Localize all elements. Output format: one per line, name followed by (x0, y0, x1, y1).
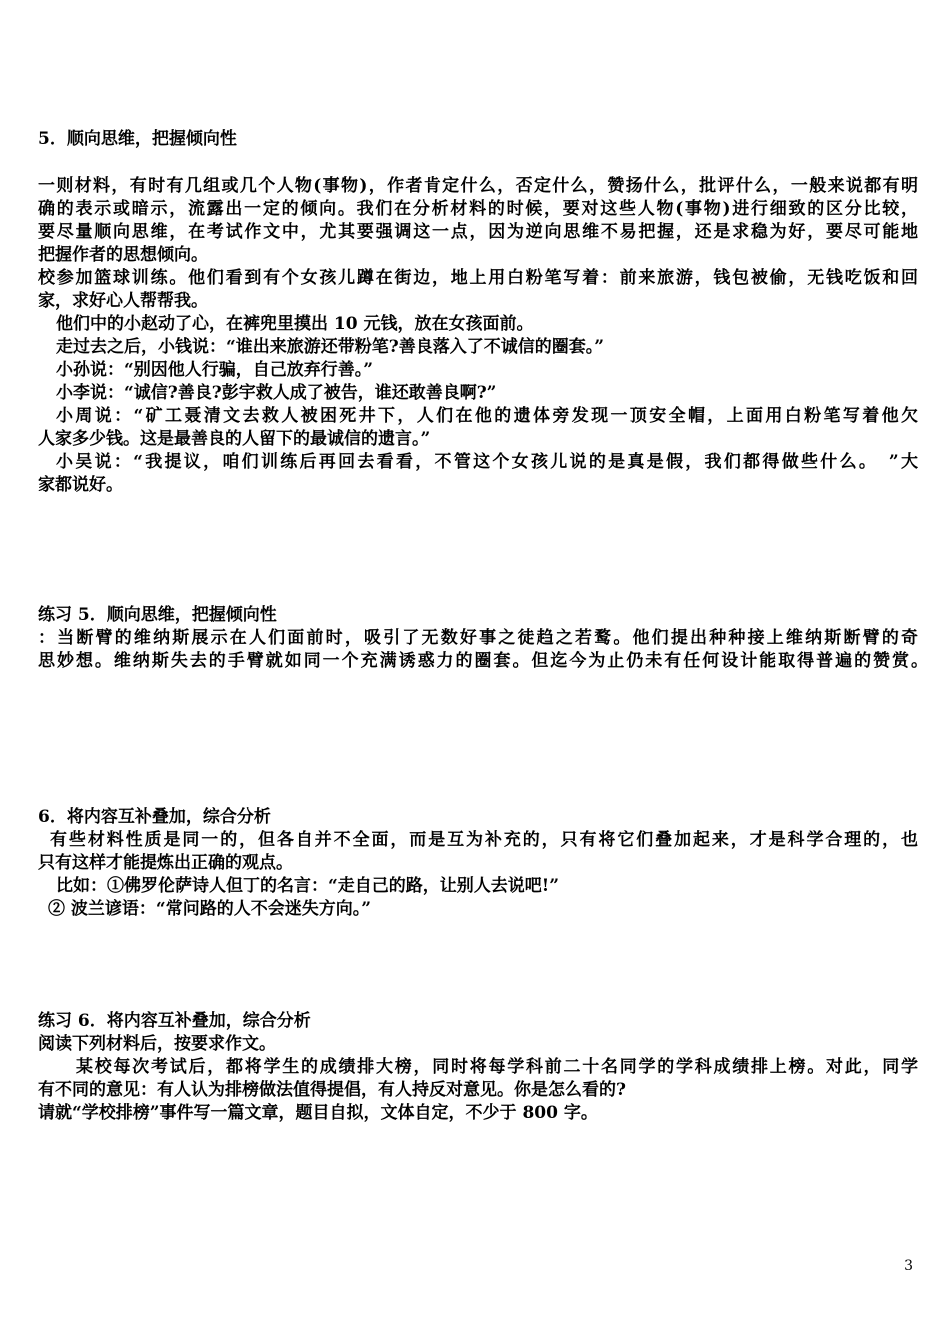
exercise-5-heading: 练习 5．顺向思维，把握倾向性 (38, 605, 277, 625)
story-line: 家，求好心人帮帮我。 (38, 291, 208, 311)
exercise-5-line: 思妙想。维纳斯失去的手臂就如同一个充满诱惑力的圈套。但迄今为止仍未有任何设计能取得普遍的赞赏。 (38, 651, 928, 671)
dialogue-line: 小李说：“诚信?善良?彭宇救人成了被告，谁还敢善良啊?” (56, 383, 497, 403)
dialogue-line: 走过去之后，小钱说：“谁出来旅游还带粉笔?善良落入了不诚信的圈套。” (56, 337, 605, 357)
dialogue-line: 他们中的小赵动了心，在裤兜里摸出 10 元钱，放在女孩面前。 (56, 314, 534, 334)
section-5-paragraph-line: 确的表示或暗示，流露出一定的倾向。我们在分析材料的时候，要对这些人物(事物)进行细致的区分比较， (38, 199, 918, 219)
section-6-heading: 6．将内容互补叠加，综合分析 (38, 807, 271, 827)
exercise-6-material-line: 有不同的意见：有人认为排榜做法值得提倡，有人持反对意见。你是怎么看的? (38, 1080, 626, 1100)
dialogue-line: 小吴说：“我提议，咱们训练后再回去看看，不管这个女孩儿说的是真是假，我们都得做些什么。 ”大 (56, 452, 918, 472)
dialogue-line: 人家多少钱。这是最善良的人留下的最诚信的遗言。” (38, 429, 431, 449)
section-5-paragraph-line: 一则材料，有时有几组或几个人物(事物)，作者肯定什么，否定什么，赞扬什么，批评什么，一般来说都有明 (38, 176, 918, 196)
example-line: ② 波兰谚语：“常问路的人不会迷失方向。” (48, 899, 371, 919)
exercise-5-line: ：当断臂的维纳斯展示在人们面前时，吸引了无数好事之徒趋之若鹜。他们提出种种接上维纳斯断臂的奇 (38, 628, 918, 648)
dialogue-line: 家都说好。 (38, 475, 123, 495)
exercise-6-material-line: 某校每次考试后，都将学生的成绩排大榜，同时将每学科前二十名同学的学科成绩排上榜。对此，同学 (76, 1057, 918, 1077)
dialogue-line: 小周说：“矿工聂清文去救人被困死井下，人们在他的遗体旁发现一顶安全帽，上面用白粉笔写着他欠 (56, 406, 918, 426)
section-5-paragraph-line: 把握作者的思想倾向。 (38, 245, 208, 265)
example-line: 比如：①佛罗伦萨诗人但丁的名言：“走自己的路，让别人去说吧!” (56, 876, 560, 896)
exercise-6-heading: 练习 6．将内容互补叠加，综合分析 (38, 1011, 311, 1031)
dialogue-line: 小孙说：“别因他人行骗，自己放弃行善。” (56, 360, 374, 380)
exercise-6-instruction: 阅读下列材料后，按要求作文。 (38, 1034, 276, 1054)
section-6-paragraph-line: 只有这样才能提炼出正确的观点。 (38, 853, 293, 873)
section-5-paragraph-line: 要尽量顺向思维，在考试作文中，尤其要强调这一点，因为逆向思维不易把握，还是求稳为好，要尽可能地 (38, 222, 918, 242)
page-number: 3 (904, 1258, 913, 1274)
section-5-heading: 5．顺向思维，把握倾向性 (38, 129, 237, 149)
exercise-6-task: 请就“学校排榜”事件写一篇文章，题目自拟，文体自定，不少于 800 字。 (38, 1103, 598, 1123)
section-6-paragraph-line: 有些材料性质是同一的，但各自并不全面，而是互为补充的，只有将它们叠加起来，才是科学合理的，也 (50, 830, 918, 850)
story-line: 校参加篮球训练。他们看到有个女孩儿蹲在街边，地上用白粉笔写着：前来旅游，钱包被偷，无钱吃饭和回 (38, 268, 918, 288)
